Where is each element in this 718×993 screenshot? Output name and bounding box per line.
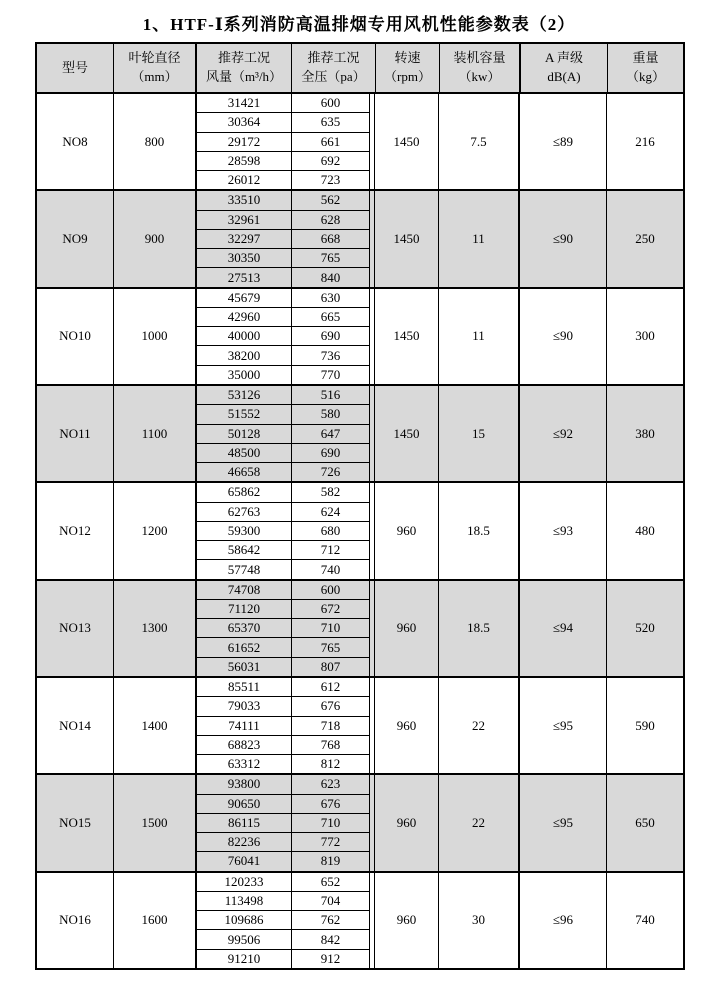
weight-cell: 250 (635, 230, 655, 246)
operating-point-row (197, 425, 369, 444)
pressure-value: 630 (320, 289, 341, 305)
operating-point-row (197, 503, 369, 522)
weight-cell: 480 (635, 522, 655, 538)
rpm-cell: 960 (375, 873, 439, 968)
model-cell: NO10 (37, 289, 114, 384)
pressure-value: 912 (320, 950, 341, 966)
flow-pressure-subtable (197, 289, 370, 384)
column-header-power (440, 44, 521, 92)
flow-value: 51552 (197, 405, 292, 423)
flow-pressure-subtable (197, 94, 370, 189)
flow-value: 120233 (197, 873, 292, 891)
column-header-model-line1: 型号 (61, 59, 88, 75)
rpm-cell: 960 (375, 678, 439, 773)
pressure-value: 676 (320, 698, 341, 714)
flow-value: 50128 (197, 425, 292, 443)
flow-pressure-subtable (197, 678, 370, 773)
page-title: 1、HTF-Ⅰ系列消防高温排烟专用风机性能参数表（2） (142, 15, 576, 34)
diameter-cell: 1600 (114, 873, 197, 968)
column-header-flow-line2: 风量（m³/h） (205, 69, 283, 84)
pressure-value: 772 (320, 834, 341, 850)
power-cell: 11 (439, 191, 520, 286)
fan-performance-table (35, 42, 685, 970)
operating-point-row (197, 191, 369, 210)
model-cell: NO13 (37, 581, 114, 676)
operating-point-row (197, 775, 369, 794)
pressure-value: 765 (320, 639, 341, 655)
column-header-power-line1: 装机容量 (453, 50, 506, 66)
table-header-row (37, 44, 683, 94)
rpm-cell: 1450 (375, 94, 439, 189)
model-cell: NO15 (37, 775, 114, 870)
flow-pressure-subtable (197, 483, 370, 578)
flow-value: 32297 (197, 230, 292, 248)
pressure-value: 665 (320, 309, 341, 325)
operating-point-row (197, 94, 369, 113)
operating-point-row (197, 289, 369, 308)
operating-point-row (197, 950, 369, 968)
operating-point-row (197, 483, 369, 502)
operating-point-row (197, 230, 369, 249)
pressure-value: 726 (320, 464, 341, 480)
flow-value: 27513 (197, 268, 292, 286)
model-band-no12 (37, 481, 683, 578)
operating-point-row (197, 522, 369, 541)
noise-cell: ≤90 (520, 289, 607, 384)
operating-point-row (197, 658, 369, 676)
power-cell: 30 (439, 873, 520, 968)
flow-value: 76041 (197, 852, 292, 870)
flow-value: 91210 (197, 950, 292, 968)
flow-pressure-subtable (197, 775, 370, 870)
model-band-no11 (37, 384, 683, 481)
diameter-cell: 800 (114, 94, 197, 189)
rpm-cell: 960 (375, 775, 439, 870)
column-header-pressure-line2: 全压（pa） (301, 69, 366, 84)
operating-point-row (197, 152, 369, 171)
noise-cell: ≤92 (520, 386, 607, 481)
column-header-rpm-line2: （rpm） (384, 69, 431, 84)
operating-point-row (197, 211, 369, 230)
diameter-cell: 1200 (114, 483, 197, 578)
flow-value: 48500 (197, 444, 292, 462)
pressure-value: 690 (320, 328, 341, 344)
flow-value: 42960 (197, 308, 292, 326)
diameter-cell: 1400 (114, 678, 197, 773)
pressure-value: 582 (320, 484, 341, 500)
pressure-value: 580 (320, 406, 341, 422)
model-cell: NO9 (37, 191, 114, 286)
pressure-value: 562 (320, 192, 341, 208)
noise-cell: ≤94 (520, 581, 607, 676)
flow-value: 26012 (197, 171, 292, 189)
operating-point-row (197, 717, 369, 736)
pressure-value: 762 (320, 912, 341, 928)
model-band-no8 (37, 94, 683, 189)
flow-pressure-subtable (197, 191, 370, 286)
pressure-value: 770 (320, 366, 341, 382)
operating-point-row (197, 873, 369, 892)
pressure-value: 768 (320, 736, 341, 752)
pressure-value: 680 (320, 522, 341, 538)
flow-value: 40000 (197, 327, 292, 345)
pressure-value: 819 (320, 853, 341, 869)
column-header-weight-line2: （kg） (625, 69, 665, 84)
noise-cell: ≤93 (520, 483, 607, 578)
power-cell: 18.5 (439, 581, 520, 676)
power-cell: 22 (439, 775, 520, 870)
flow-value: 82236 (197, 833, 292, 851)
flow-value: 86115 (197, 814, 292, 832)
power-cell: 22 (439, 678, 520, 773)
model-band-no13 (37, 579, 683, 676)
noise-cell: ≤95 (520, 678, 607, 773)
operating-point-row (197, 308, 369, 327)
flow-pressure-subtable (197, 873, 370, 968)
pressure-value: 723 (320, 172, 341, 188)
rpm-cell: 1450 (375, 289, 439, 384)
column-header-diameter-line1: 叶轮直径 (128, 50, 181, 66)
column-header-diameter-line2: （mm） (131, 69, 178, 84)
power-cell: 11 (439, 289, 520, 384)
model-band-no14 (37, 676, 683, 773)
flow-value: 74111 (197, 717, 292, 735)
operating-point-row (197, 930, 369, 949)
operating-point-row (197, 463, 369, 481)
pressure-value: 668 (320, 230, 341, 246)
pressure-value: 690 (320, 444, 341, 460)
pressure-value: 628 (320, 211, 341, 227)
pressure-value: 624 (320, 503, 341, 519)
pressure-value: 661 (320, 133, 341, 149)
flow-value: 29172 (197, 133, 292, 151)
flow-value: 85511 (197, 678, 292, 696)
weight-cell: 380 (635, 425, 655, 441)
flow-pressure-subtable (197, 581, 370, 676)
pressure-value: 516 (320, 387, 341, 403)
flow-value: 59300 (197, 522, 292, 540)
pressure-value: 672 (320, 601, 341, 617)
operating-point-row (197, 736, 369, 755)
operating-point-row (197, 600, 369, 619)
pressure-value: 692 (320, 152, 341, 168)
flow-value: 71120 (197, 600, 292, 618)
column-header-rpm-line1: 转速 (394, 50, 421, 66)
noise-cell: ≤96 (520, 873, 607, 968)
column-header-weight-line1: 重量 (632, 50, 659, 66)
pressure-value: 736 (320, 347, 341, 363)
flow-value: 62763 (197, 503, 292, 521)
pressure-value: 718 (320, 717, 341, 733)
operating-point-row (197, 444, 369, 463)
flow-value: 68823 (197, 736, 292, 754)
operating-point-row (197, 327, 369, 346)
model-band-no10 (37, 287, 683, 384)
diameter-cell: 1500 (114, 775, 197, 870)
flow-value: 33510 (197, 191, 292, 209)
flow-value: 79033 (197, 697, 292, 715)
pressure-value: 812 (320, 756, 341, 772)
flow-value: 45679 (197, 289, 292, 307)
pressure-value: 710 (320, 620, 341, 636)
weight-cell: 740 (635, 912, 655, 928)
operating-point-row (197, 795, 369, 814)
operating-point-row (197, 892, 369, 911)
pressure-value: 600 (320, 95, 341, 111)
pressure-value: 740 (320, 561, 341, 577)
column-header-weight (608, 44, 683, 92)
operating-point-row (197, 386, 369, 405)
operating-point-row (197, 814, 369, 833)
flow-value: 61652 (197, 638, 292, 656)
operating-point-row (197, 405, 369, 424)
power-cell: 15 (439, 386, 520, 481)
operating-point-row (197, 638, 369, 657)
flow-value: 109686 (197, 911, 292, 929)
flow-pressure-subtable (197, 386, 370, 481)
flow-value: 93800 (197, 775, 292, 793)
flow-value: 63312 (197, 755, 292, 773)
operating-point-row (197, 678, 369, 697)
weight-cell: 650 (635, 814, 655, 830)
model-band-no9 (37, 189, 683, 286)
flow-value: 38200 (197, 346, 292, 364)
model-cell: NO14 (37, 678, 114, 773)
operating-point-row (197, 755, 369, 773)
operating-point-row (197, 541, 369, 560)
operating-point-row (197, 581, 369, 600)
model-band-no16 (37, 871, 683, 968)
pressure-value: 652 (320, 873, 341, 889)
pressure-value: 600 (320, 581, 341, 597)
power-cell: 7.5 (439, 94, 520, 189)
weight-cell: 590 (635, 717, 655, 733)
rpm-cell: 960 (375, 483, 439, 578)
pressure-value: 710 (320, 814, 341, 830)
flow-value: 113498 (197, 892, 292, 910)
model-cell: NO11 (37, 386, 114, 481)
column-header-noise-line2: dB(A) (547, 69, 581, 84)
pressure-value: 807 (320, 658, 341, 674)
model-cell: NO16 (37, 873, 114, 968)
operating-point-row (197, 113, 369, 132)
noise-cell: ≤90 (520, 191, 607, 286)
table-body (37, 94, 683, 968)
noise-cell: ≤95 (520, 775, 607, 870)
rpm-cell: 1450 (375, 191, 439, 286)
flow-value: 35000 (197, 366, 292, 384)
pressure-value: 635 (320, 114, 341, 130)
pressure-value: 704 (320, 893, 341, 909)
flow-value: 74708 (197, 581, 292, 599)
column-header-flow-line1: 推荐工况 (217, 50, 270, 66)
column-header-noise-line1: A 声级 (545, 50, 583, 66)
diameter-cell: 1000 (114, 289, 197, 384)
rpm-cell: 960 (375, 581, 439, 676)
operating-point-row (197, 911, 369, 930)
pressure-value: 623 (320, 776, 341, 792)
column-header-power-line2: （kw） (458, 69, 501, 84)
operating-point-row (197, 171, 369, 189)
column-header-pressure-line1: 推荐工况 (307, 50, 360, 66)
operating-point-row (197, 133, 369, 152)
noise-cell: ≤89 (520, 94, 607, 189)
diameter-cell: 1100 (114, 386, 197, 481)
flow-value: 65862 (197, 483, 292, 501)
flow-value: 58642 (197, 541, 292, 559)
flow-value: 31421 (197, 94, 292, 112)
column-header-pressure (292, 44, 376, 92)
column-header-diameter (114, 44, 197, 92)
pressure-value: 842 (320, 931, 341, 947)
operating-point-row (197, 366, 369, 384)
flow-value: 46658 (197, 463, 292, 481)
flow-value: 53126 (197, 386, 292, 404)
flow-value: 90650 (197, 795, 292, 813)
flow-value: 57748 (197, 560, 292, 578)
column-header-rpm (376, 44, 440, 92)
flow-value: 65370 (197, 619, 292, 637)
flow-value: 28598 (197, 152, 292, 170)
operating-point-row (197, 268, 369, 286)
pressure-value: 676 (320, 795, 341, 811)
model-band-no15 (37, 773, 683, 870)
operating-point-row (197, 852, 369, 870)
operating-point-row (197, 697, 369, 716)
flow-value: 56031 (197, 658, 292, 676)
model-cell: NO12 (37, 483, 114, 578)
model-cell: NO8 (37, 94, 114, 189)
weight-cell: 300 (635, 328, 655, 344)
rpm-cell: 1450 (375, 386, 439, 481)
pressure-value: 765 (320, 250, 341, 266)
diameter-cell: 900 (114, 191, 197, 286)
weight-cell: 520 (635, 620, 655, 636)
operating-point-row (197, 249, 369, 268)
weight-cell: 216 (635, 133, 655, 149)
column-header-flow (197, 44, 292, 92)
power-cell: 18.5 (439, 483, 520, 578)
pressure-value: 840 (320, 269, 341, 285)
pressure-value: 612 (320, 679, 341, 695)
operating-point-row (197, 619, 369, 638)
flow-value: 30350 (197, 249, 292, 267)
flow-value: 32961 (197, 211, 292, 229)
flow-value: 30364 (197, 113, 292, 131)
operating-point-row (197, 560, 369, 578)
diameter-cell: 1300 (114, 581, 197, 676)
pressure-value: 647 (320, 425, 341, 441)
column-header-noise (521, 44, 608, 92)
column-header-model (37, 44, 114, 92)
flow-value: 99506 (197, 930, 292, 948)
pressure-value: 712 (320, 542, 341, 558)
operating-point-row (197, 833, 369, 852)
operating-point-row (197, 346, 369, 365)
